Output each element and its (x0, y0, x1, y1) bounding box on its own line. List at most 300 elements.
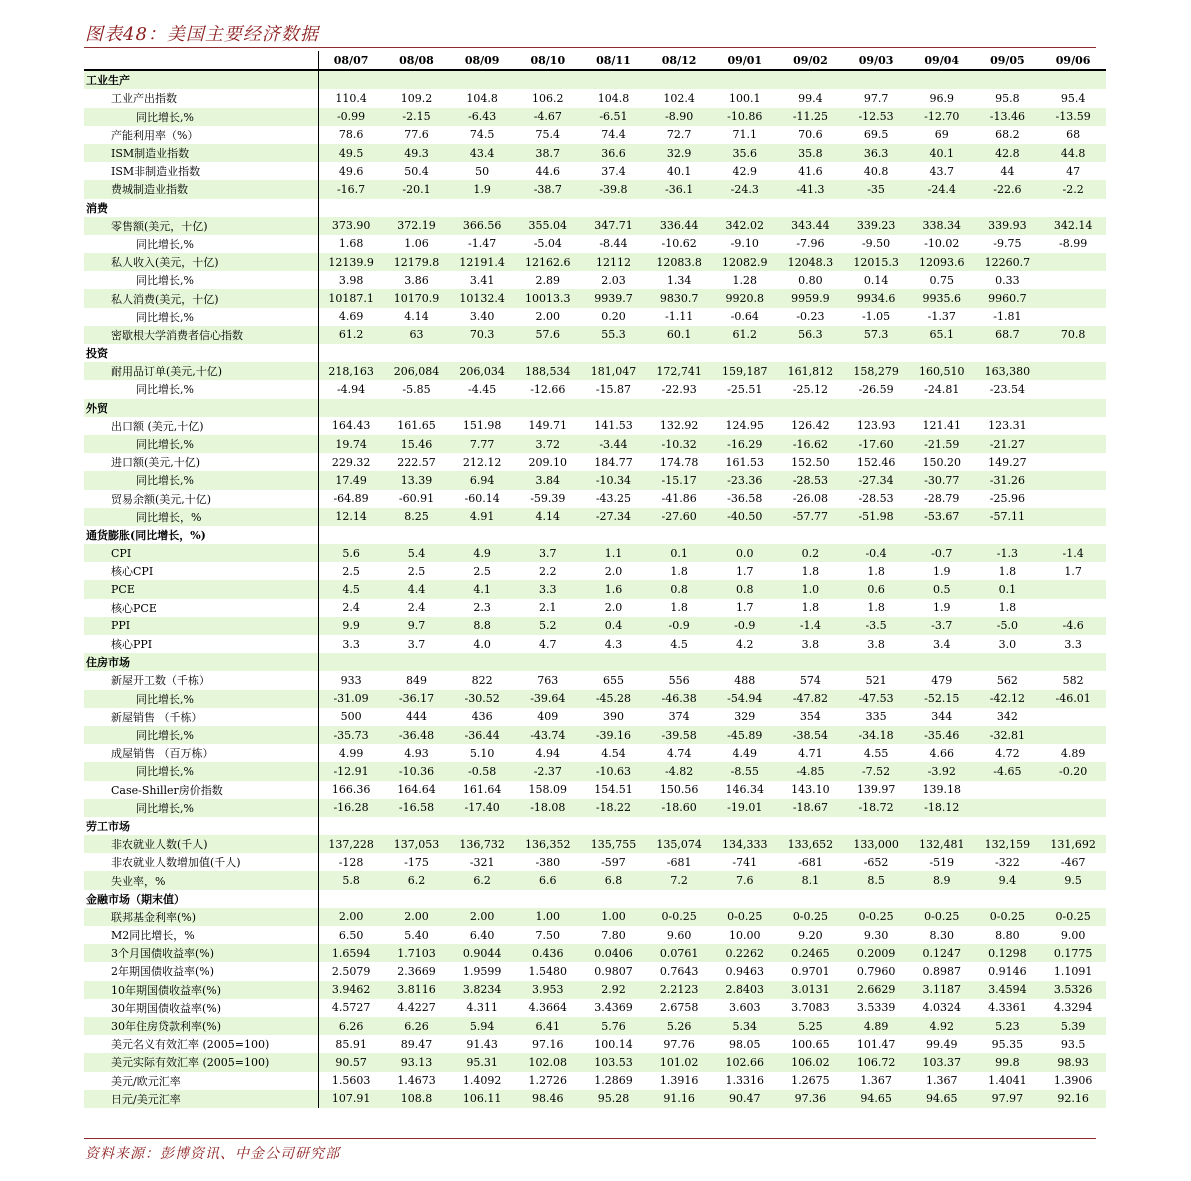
category-empty-cell (384, 653, 450, 671)
value-cell: -3.7 (909, 617, 975, 635)
value-cell: -10.02 (924, 237, 960, 251)
value-cell: -24.81 (924, 382, 960, 396)
category-empty-cell (449, 817, 515, 835)
value-cell: 1.4673 (397, 1074, 436, 1088)
value-cell: 8.25 (384, 508, 450, 526)
category-empty-cell (712, 199, 778, 217)
value-cell: 9934.6 (843, 289, 909, 307)
table-row (84, 544, 1106, 562)
value-cell: 49.6 (338, 164, 364, 178)
value-cell: -26.08 (792, 492, 829, 506)
category-empty-cell (581, 653, 647, 671)
value-cell: 49.3 (384, 144, 450, 162)
column-header: 08/10 (515, 51, 581, 70)
value-cell: -46.38 (646, 690, 712, 708)
category-empty-cell (778, 817, 844, 835)
table-row (84, 908, 1106, 926)
value-cell: 3.3 (1064, 637, 1082, 651)
value-cell: -60.91 (398, 492, 435, 506)
value-cell: 212.12 (462, 455, 502, 469)
value-cell: 95.35 (991, 1037, 1024, 1051)
table-row (84, 580, 1106, 598)
category-empty-cell (909, 199, 975, 217)
column-header: 09/02 (778, 51, 844, 70)
value-cell: -4.94 (336, 382, 366, 396)
category-empty-cell (975, 526, 1041, 544)
value-cell: 0.4 (581, 617, 647, 635)
value-cell: -1.11 (665, 310, 694, 324)
row-label: M2同比增长，% (84, 926, 318, 944)
category-empty-cell (778, 199, 844, 217)
value-cell: 10187.1 (318, 289, 384, 307)
value-cell: 2.00 (449, 908, 515, 926)
value-cell: 7.80 (601, 928, 626, 942)
row-label: 美元名义有效汇率 (2005=100) (84, 1035, 318, 1053)
value-cell: -39.64 (515, 690, 581, 708)
value-cell: 181,047 (581, 362, 647, 380)
value-cell: 0.9463 (725, 964, 765, 978)
category-row (84, 399, 1106, 417)
value-cell: 1.3906 (1053, 1074, 1093, 1088)
value-cell: 10132.4 (449, 289, 515, 307)
value-cell: 137,228 (318, 835, 384, 853)
value-cell: 126.42 (791, 419, 830, 433)
value-cell: 354 (799, 710, 821, 724)
value-cell: -45.89 (712, 726, 778, 744)
row-label: 同比增长,% (84, 108, 318, 126)
value-cell: 124.95 (725, 419, 765, 433)
value-cell: 222.57 (397, 455, 436, 469)
value-cell: 2.3669 (397, 964, 436, 978)
value-cell: 38.7 (515, 144, 581, 162)
row-label: 耐用品订单(美元,十亿) (84, 362, 318, 380)
value-cell: 4.91 (449, 508, 515, 526)
value-cell: 562 (996, 673, 1018, 687)
value-cell: 100.14 (594, 1037, 633, 1051)
value-cell: 488 (734, 673, 756, 687)
value-cell: -19.01 (712, 799, 778, 817)
value-cell: 0.6 (843, 580, 909, 598)
value-cell: -28.79 (924, 492, 960, 506)
value-cell: 70.8 (1040, 326, 1106, 344)
value-cell: 343.44 (778, 217, 844, 235)
table-row (84, 1072, 1106, 1090)
value-cell: -321 (469, 855, 495, 869)
value-cell: -30.52 (449, 690, 515, 708)
category-empty-cell (1040, 199, 1106, 217)
value-cell: 161.65 (397, 419, 436, 433)
value-cell: 93.13 (384, 1053, 450, 1071)
category-empty-cell (975, 817, 1041, 835)
value-cell: -35 (843, 180, 909, 198)
value-cell: 1.8 (670, 564, 688, 578)
value-cell: 95.28 (581, 1090, 647, 1108)
value-cell: -467 (1060, 855, 1086, 869)
value-cell: 69 (934, 128, 949, 142)
value-cell (975, 799, 1041, 817)
value-cell: 17.49 (318, 471, 384, 489)
value-cell: 0-0.25 (778, 908, 844, 926)
value-cell: 32.9 (646, 144, 712, 162)
value-cell: 43.4 (449, 144, 515, 162)
category-row (84, 344, 1106, 362)
value-cell: 0-0.25 (909, 908, 975, 926)
value-cell: 99.49 (925, 1037, 958, 1051)
value-cell: 68.7 (975, 326, 1041, 344)
value-cell: 188,534 (515, 362, 581, 380)
value-cell: 42.9 (732, 164, 758, 178)
value-cell: 4.92 (909, 1017, 975, 1035)
value-cell: -1.05 (861, 310, 891, 324)
value-cell: 8.80 (995, 928, 1020, 942)
value-cell: 13.39 (384, 471, 450, 489)
value-cell: 521 (865, 673, 887, 687)
value-cell: 91.43 (466, 1037, 498, 1051)
value-cell: 4.5 (318, 580, 384, 598)
value-cell: 4.4227 (397, 1001, 436, 1015)
value-cell: 2.00 (384, 908, 450, 926)
value-cell: 4.4 (384, 580, 450, 598)
table-row (84, 471, 1106, 489)
value-cell: 6.50 (338, 928, 364, 942)
value-cell: 72.7 (666, 128, 692, 142)
value-cell: -53.67 (909, 508, 975, 526)
value-cell: 100.1 (729, 91, 761, 105)
value-cell: -21.59 (909, 435, 975, 453)
value-cell: -10.34 (581, 471, 647, 489)
value-cell: 102.66 (712, 1053, 778, 1071)
category-empty-cell (515, 817, 581, 835)
value-cell: -0.9 (712, 617, 778, 635)
value-cell: 9.9 (318, 617, 384, 635)
value-cell: 6.40 (469, 928, 495, 942)
category-empty-cell (449, 890, 515, 908)
category-empty-cell (909, 653, 975, 671)
value-cell: 97.16 (532, 1037, 564, 1051)
value-cell: 12112 (581, 253, 647, 271)
table-row (84, 1035, 1106, 1053)
value-cell: 0.9146 (988, 964, 1027, 978)
category-empty-cell (384, 70, 450, 89)
row-label: 同比增长,% (84, 799, 318, 817)
value-cell (1040, 799, 1106, 817)
category-empty-cell (975, 199, 1041, 217)
value-cell: 61.2 (318, 326, 384, 344)
value-cell: 229.32 (331, 455, 371, 469)
value-cell: -0.99 (318, 108, 384, 126)
value-cell: 98.46 (515, 1090, 581, 1108)
value-cell: 3.72 (515, 435, 581, 453)
category-row (84, 890, 1106, 908)
category-label: 工业生产 (84, 70, 318, 89)
value-cell: -60.14 (464, 492, 500, 506)
value-cell: 4.3294 (1053, 1001, 1093, 1015)
value-cell: 3.4369 (594, 1001, 633, 1015)
value-cell: 44.6 (535, 164, 561, 178)
value-cell: 4.14 (515, 508, 581, 526)
table-row (84, 326, 1106, 344)
value-cell: 2.0 (604, 564, 623, 578)
value-cell: 106.72 (843, 1053, 909, 1071)
value-cell: 0.0761 (646, 944, 712, 962)
value-cell: -41.86 (661, 492, 697, 506)
value-cell: 5.4 (384, 544, 450, 562)
value-cell: 4.3 (604, 637, 623, 651)
category-empty-cell (646, 890, 712, 908)
category-empty-cell (909, 817, 975, 835)
value-cell: 1.1 (581, 544, 647, 562)
value-cell: 3.7083 (791, 1001, 830, 1015)
value-cell: 3.98 (338, 273, 364, 287)
value-cell: 60.1 (646, 326, 712, 344)
value-cell: -6.43 (449, 108, 515, 126)
value-cell (1040, 580, 1106, 598)
category-empty-cell (975, 344, 1041, 362)
value-cell: 0.7643 (659, 964, 699, 978)
value-cell: -27.34 (843, 471, 909, 489)
value-cell: 143.10 (791, 783, 830, 797)
value-cell: 4.54 (601, 746, 626, 760)
table-row (84, 981, 1106, 999)
value-cell: 2.00 (535, 310, 561, 324)
value-cell: 104.8 (466, 91, 498, 105)
value-cell: 6.26 (318, 1017, 384, 1035)
category-empty-cell (646, 817, 712, 835)
value-cell: 342.02 (712, 217, 778, 235)
category-empty-cell (646, 199, 712, 217)
row-label: ISM制造业指数 (84, 144, 318, 162)
table-row (84, 781, 1106, 799)
table-row (84, 562, 1106, 580)
value-cell: 95.8 (995, 91, 1020, 105)
value-cell: -20.1 (384, 180, 450, 198)
value-cell: 0-0.25 (843, 908, 909, 926)
category-row (84, 817, 1106, 835)
value-cell: 0.7960 (856, 964, 896, 978)
value-cell (1040, 253, 1106, 271)
value-cell: 4.99 (338, 746, 364, 760)
value-cell: 100.65 (791, 1037, 830, 1051)
value-cell: 582 (1062, 673, 1084, 687)
value-cell (1040, 471, 1106, 489)
value-cell: 1.367 (925, 1074, 958, 1088)
table-body (84, 70, 1106, 1108)
value-cell: -1.4 (778, 617, 844, 635)
value-cell: 1.5480 (528, 964, 568, 978)
value-cell: -8.55 (712, 762, 778, 780)
row-label: 同比增长,% (84, 435, 318, 453)
value-cell: 0.0406 (581, 944, 647, 962)
value-cell: 41.6 (798, 164, 823, 178)
table-row (84, 308, 1106, 326)
category-empty-cell (712, 653, 778, 671)
value-cell: 172,741 (646, 362, 712, 380)
value-cell: 4.89 (1060, 746, 1086, 760)
value-cell: 74.5 (469, 128, 495, 142)
value-cell: -380 (535, 855, 561, 869)
row-label: 联邦基金利率(%) (84, 908, 318, 926)
value-cell: 159,187 (712, 362, 778, 380)
value-cell: 1.3916 (659, 1074, 699, 1088)
value-cell: 0.33 (995, 273, 1020, 287)
value-cell: -2.37 (515, 762, 581, 780)
value-cell: -38.54 (778, 726, 844, 744)
value-cell: 98.05 (729, 1037, 761, 1051)
row-label: 同比增长,% (84, 235, 318, 253)
value-cell: 329 (734, 710, 756, 724)
value-cell: 0-0.25 (975, 908, 1041, 926)
value-cell: 2.5 (342, 564, 360, 578)
value-cell: 44 (1000, 164, 1015, 178)
row-label: ISM非制造业指数 (84, 162, 318, 180)
category-label: 住房市场 (84, 653, 318, 671)
value-cell: 97.36 (778, 1090, 844, 1108)
value-cell: 36.3 (843, 144, 909, 162)
value-cell: 3.86 (404, 273, 429, 287)
category-empty-cell (318, 526, 384, 544)
category-empty-cell (581, 344, 647, 362)
category-empty-cell (909, 399, 975, 417)
category-label: 金融市场（期末值） (84, 890, 318, 908)
value-cell: 77.6 (404, 128, 429, 142)
value-cell: 103.37 (909, 1053, 975, 1071)
row-label: 费城制造业指数 (84, 180, 318, 198)
value-cell: 99.4 (798, 91, 823, 105)
value-cell: -59.39 (530, 492, 566, 506)
value-cell: -4.45 (468, 382, 497, 396)
value-cell: 5.26 (646, 1017, 712, 1035)
value-cell: 2.5 (473, 564, 491, 578)
table-row (84, 1017, 1106, 1035)
value-cell: -7.52 (843, 762, 909, 780)
value-cell: 1.7 (736, 564, 754, 578)
value-cell: 0.9807 (594, 964, 633, 978)
value-cell: 2.92 (581, 981, 647, 999)
value-cell: -4.6 (1040, 617, 1106, 635)
value-cell: 12162.6 (515, 253, 581, 271)
value-cell (975, 781, 1041, 799)
row-label: Case-Shiller房价指数 (84, 781, 318, 799)
value-cell (1040, 726, 1106, 744)
value-cell: 7.77 (449, 435, 515, 453)
value-cell: 97.7 (863, 91, 889, 105)
column-header: 09/04 (909, 51, 975, 70)
category-empty-cell (318, 399, 384, 417)
value-cell: 57.3 (843, 326, 909, 344)
value-cell: 1.2675 (791, 1074, 830, 1088)
value-cell: 7.6 (712, 871, 778, 889)
table-row (84, 253, 1106, 271)
value-cell: 9830.7 (646, 289, 712, 307)
value-cell: 3.5339 (856, 1001, 896, 1015)
value-cell: 99.8 (975, 1053, 1041, 1071)
value-cell: 161.64 (462, 783, 502, 797)
value-cell: -16.29 (712, 435, 778, 453)
value-cell: -36.48 (384, 726, 450, 744)
value-cell: 132.92 (659, 419, 699, 433)
value-cell (1040, 417, 1106, 435)
category-empty-cell (712, 817, 778, 835)
value-cell: 1.1091 (1053, 964, 1093, 978)
value-cell: 96.9 (929, 91, 954, 105)
table-row (84, 108, 1106, 126)
category-empty-cell (449, 199, 515, 217)
value-cell: 71.1 (732, 128, 758, 142)
table-row (84, 708, 1106, 726)
value-cell: 12048.3 (778, 253, 844, 271)
value-cell: 1.4041 (988, 1074, 1027, 1088)
row-label: 同比增长,% (84, 471, 318, 489)
value-cell: 12015.3 (843, 253, 909, 271)
value-cell: 49.5 (318, 144, 384, 162)
value-cell: 3.9462 (318, 981, 384, 999)
table-row (84, 671, 1106, 689)
value-cell (1040, 453, 1106, 471)
value-cell: 1.8 (801, 564, 820, 578)
value-cell: 136,352 (515, 835, 581, 853)
value-cell: 9959.9 (778, 289, 844, 307)
value-cell: 8.8 (449, 617, 515, 635)
value-cell: 347.71 (581, 217, 647, 235)
table-row (84, 690, 1106, 708)
value-cell: 104.8 (597, 91, 630, 105)
value-cell (1040, 508, 1106, 526)
category-empty-cell (515, 344, 581, 362)
value-cell: 500 (340, 710, 362, 724)
value-cell: 10.00 (729, 928, 761, 942)
category-empty-cell (318, 653, 384, 671)
value-cell: 4.49 (732, 746, 758, 760)
category-empty-cell (581, 70, 647, 89)
value-cell: 8.9 (909, 871, 975, 889)
value-cell: -12.66 (530, 382, 566, 396)
value-cell: 0-0.25 (712, 908, 778, 926)
value-cell: -2.2 (1040, 180, 1106, 198)
category-empty-cell (515, 399, 581, 417)
value-cell: -28.53 (778, 471, 844, 489)
value-cell: 5.94 (449, 1017, 515, 1035)
value-cell: 135,755 (581, 835, 647, 853)
row-label: 美元实际有效汇率 (2005=100) (84, 1053, 318, 1071)
category-empty-cell (646, 526, 712, 544)
value-cell: -21.27 (975, 435, 1041, 453)
value-cell: -7.96 (796, 237, 825, 251)
value-cell: 3.8116 (384, 981, 450, 999)
value-cell: 6.94 (449, 471, 515, 489)
category-row (84, 199, 1106, 217)
value-cell: 2.4 (407, 601, 426, 615)
value-cell: -57.77 (778, 508, 844, 526)
value-cell: 94.65 (843, 1090, 909, 1108)
category-empty-cell (975, 890, 1041, 908)
value-cell: -1.47 (468, 237, 497, 251)
value-cell: 209.10 (528, 455, 568, 469)
category-label: 劳工市场 (84, 817, 318, 835)
value-cell: -35.73 (318, 726, 384, 744)
row-label: 核心PPI (84, 635, 318, 653)
value-cell: 0.2009 (843, 944, 909, 962)
value-cell: 109.2 (400, 91, 433, 105)
value-cell: -43.25 (595, 492, 632, 506)
value-cell: 9935.6 (909, 289, 975, 307)
value-cell: 0.9044 (449, 944, 515, 962)
value-cell: 479 (931, 673, 953, 687)
value-cell: 7.50 (535, 928, 561, 942)
value-cell: 4.1 (449, 580, 515, 598)
category-empty-cell (778, 344, 844, 362)
value-cell: 3.0 (998, 637, 1017, 651)
value-cell: 1.8 (670, 601, 688, 615)
